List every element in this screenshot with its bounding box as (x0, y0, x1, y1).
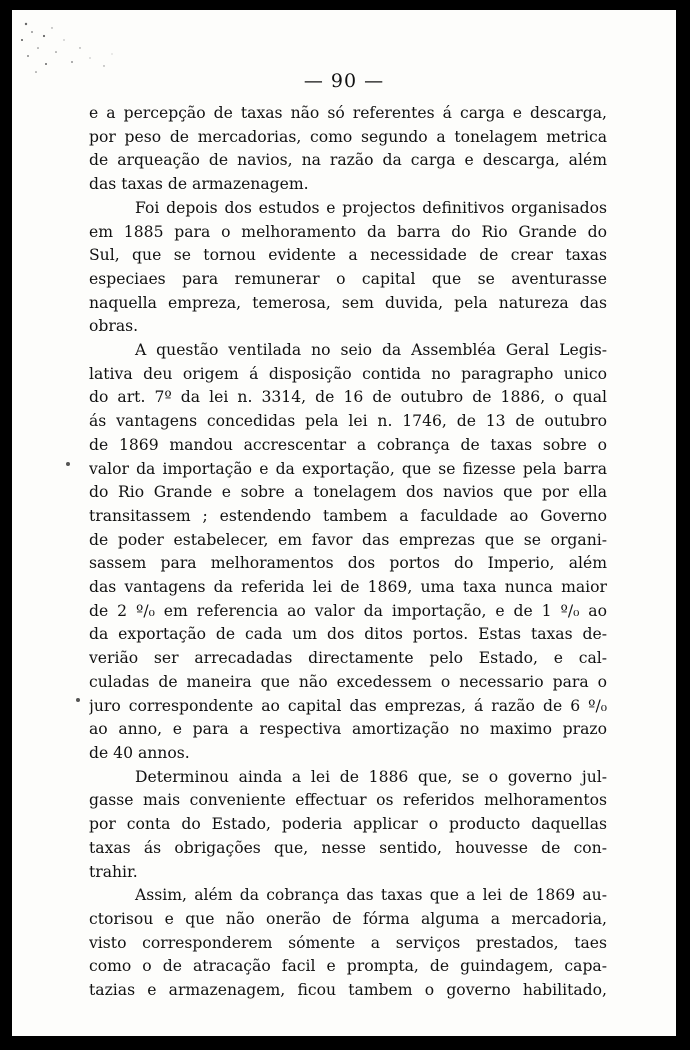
text-line: Foi depois dos estudos e projectos definitivos organisados (135, 198, 607, 217)
text-line: valor da importação e da exportação, que se fizesse pela barra (89, 459, 607, 478)
text-line: A questão ventilada no seio da Assembléa Geral Legis- (135, 341, 607, 360)
text-line: de 1869 mandou accrescentar a cobrança de taxas sobre o (89, 435, 607, 454)
text-line: Sul, que se tornou evidente a necessidade de crear taxas (89, 246, 607, 265)
body-text (89, 102, 607, 1003)
text-line: ás vantagens concedidas pela lei n. 1746, de 13 de outubro (89, 412, 607, 431)
paragraph (89, 766, 607, 885)
text-line: de arqueação de navios, na razão da carga e descarga, além (89, 151, 607, 170)
text-line: do art. 7º da lei n. 3314, de 16 de outubro de 1886, o qual (89, 388, 607, 407)
text-line: juro correspondente ao capital das emprezas, á razão de 6 º/₀ (89, 696, 607, 715)
margin-mark (76, 698, 80, 702)
text-line: das taxas de armazenagem. (89, 175, 309, 194)
text-line: em 1885 para o melhoramento da barra do Rio Grande do (89, 222, 607, 241)
text-line: gasse mais conveniente effectuar os referidos melhoramentos (89, 791, 607, 810)
text-line: culadas de maneira que não excedessem o necessario para o (89, 672, 607, 691)
text-line: trahir. (89, 862, 138, 881)
text-line: por conta do Estado, poderia applicar o producto daquellas (89, 815, 607, 834)
text-line: de 40 annos. (89, 743, 190, 762)
text-line: obras. (89, 317, 139, 336)
paragraph (89, 197, 607, 339)
text-line: lativa deu origem á disposição contida no paragrapho unico (89, 364, 607, 383)
text-line: de 2 º/₀ em referencia ao valor da importação, e de 1 º/₀ ao (89, 601, 607, 620)
text-line: tazias e armazenagem, ficou tambem o governo habilitado, (89, 981, 607, 1000)
text-line: do Rio Grande e sobre a tonelagem dos navios que por ella (89, 483, 607, 502)
text-line: transitassem ; estendendo tambem a faculdade ao Governo (89, 506, 607, 525)
text-line: taxas ás obrigações que, nesse sentido, houvesse de con- (89, 838, 607, 857)
text-line: como o de atracação facil e prompta, de guindagem, capa- (89, 957, 607, 976)
text-line: ctorisou e que não onerão de fórma alguma a mercadoria, (89, 909, 607, 928)
text-line: especiaes para remunerar o capital que se aventurasse (89, 269, 607, 288)
text-line: Determinou ainda a lei de 1886 que, se o governo jul- (135, 767, 607, 786)
text-line: visto corresponderem sómente a serviços prestados, taes (89, 933, 607, 952)
text-line: da exportação de cada um dos ditos portos. Estas taxas de- (89, 625, 607, 644)
paragraph (89, 339, 607, 766)
document-page (12, 10, 676, 1036)
text-line: verião ser arrecadadas directamente pelo Estado, e cal- (89, 649, 607, 668)
page-number: — 90 — (303, 70, 385, 92)
paragraph (89, 102, 607, 197)
text-line: de poder estabelecer, em favor das emprezas que se organi- (89, 530, 607, 549)
text-line: Assim, além da cobrança das taxas que a lei de 1869 au- (135, 886, 607, 905)
text-line: sassem para melhoramentos dos portos do Imperio, além (89, 554, 607, 573)
text-line: naquella empreza, temerosa, sem duvida, pela natureza das (89, 293, 607, 312)
text-line: ao anno, e para a respectiva amortização no maximo prazo (89, 720, 607, 739)
text-line: por peso de mercadorias, como segundo a tonelagem metrica (89, 127, 607, 146)
text-line: das vantagens da referida lei de 1869, uma taxa nunca maior (89, 578, 607, 597)
paragraph (89, 884, 607, 1003)
margin-mark (66, 462, 70, 466)
text-line: e a percepção de taxas não só referentes á carga e descarga, (89, 104, 607, 122)
